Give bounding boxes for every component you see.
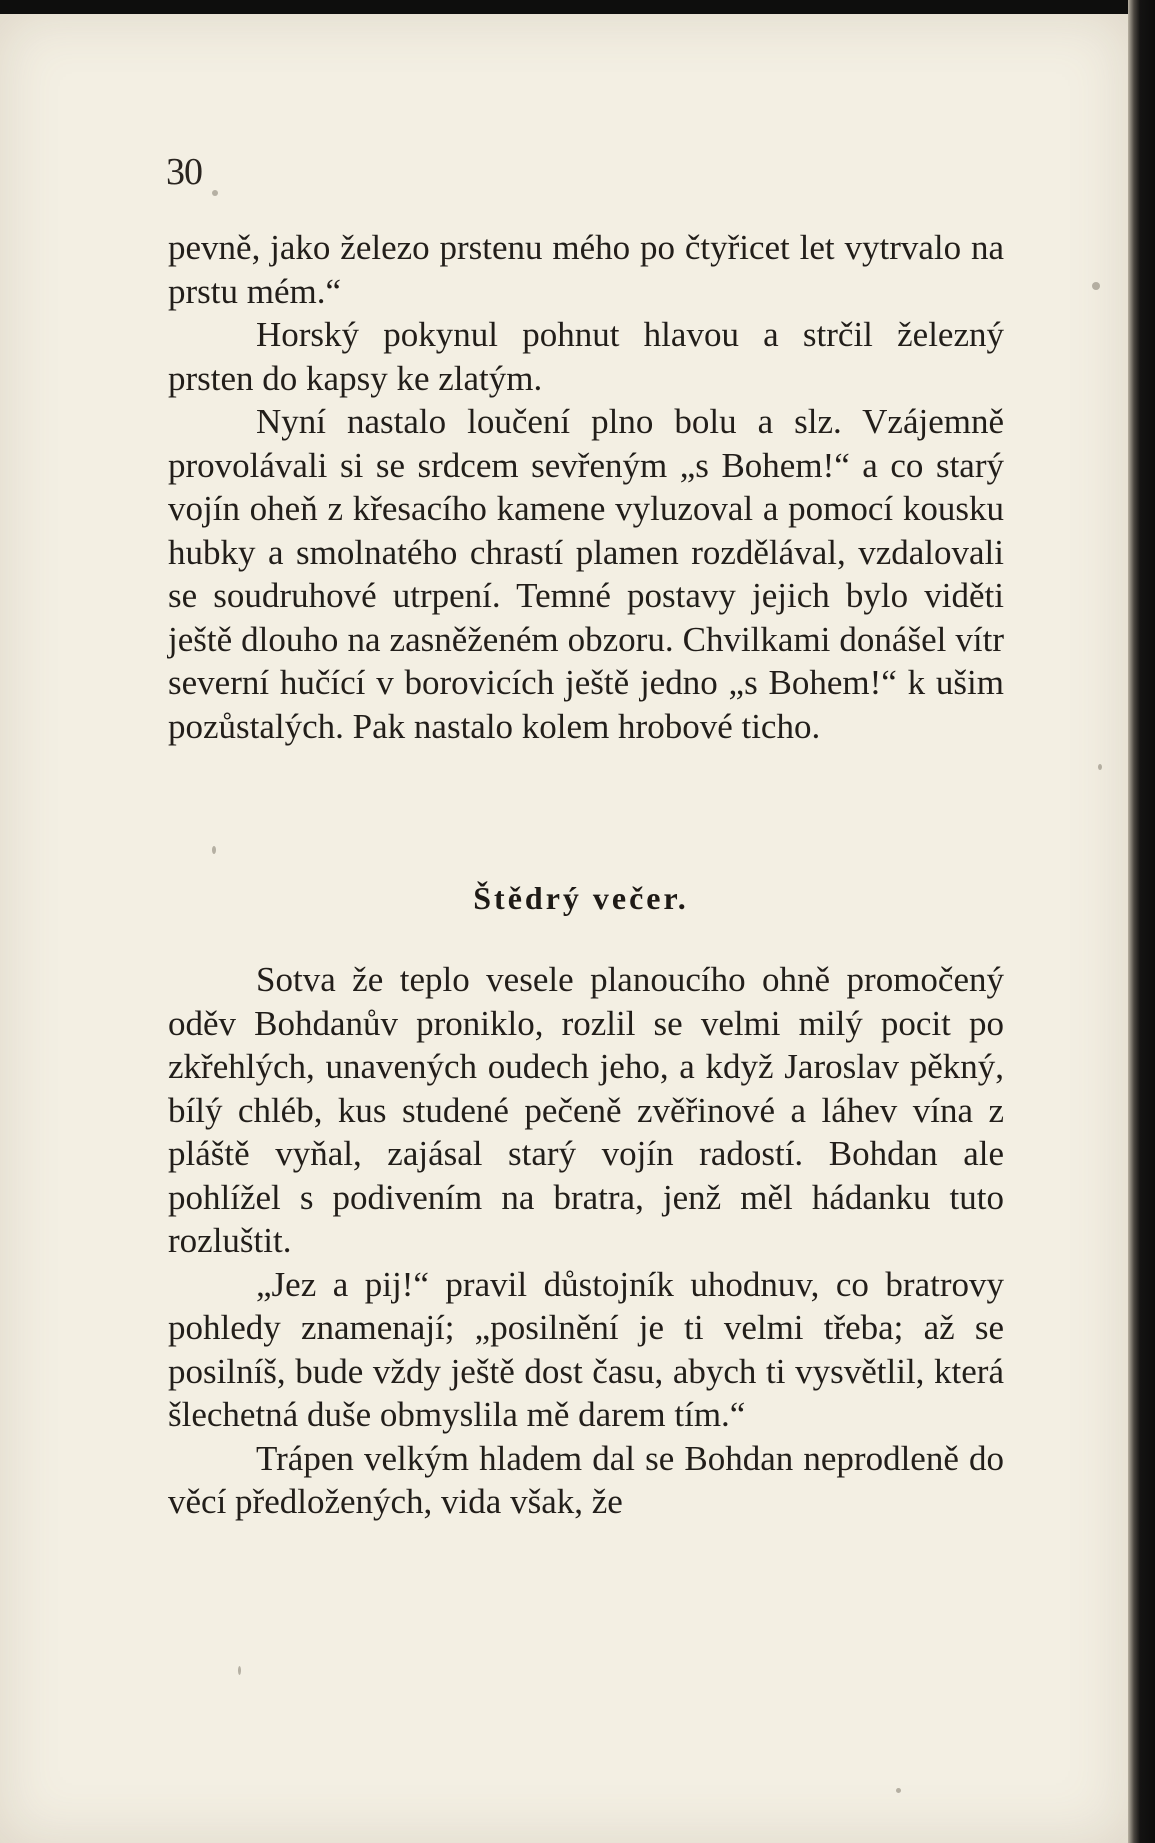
paper-speck — [1092, 282, 1100, 290]
text-block-before-heading — [168, 226, 1004, 748]
section-heading: Štědrý večer. — [473, 880, 689, 916]
paper-speck — [896, 1788, 901, 1793]
scan-top-edge — [0, 0, 1128, 14]
paper-speck — [238, 1666, 241, 1675]
text-block-after-heading — [168, 958, 1004, 1524]
paper-speck — [212, 846, 216, 854]
paragraph: Horský pokynul pohnut hlavou a strčil železný prsten do kapsy ke zlatým. — [168, 315, 1004, 398]
book-spine-edge — [1128, 0, 1155, 1843]
page-number: 30 — [166, 151, 202, 193]
paragraph: Sotva že teplo vesele planoucího ohně promočený oděv Bohdanův proniklo, rozlil se velmi milý pocit po zkřehlých, unavených oudech jeho, a když Jaroslav pěkný, bílý chléb, kus studené pečeně zvěřinové a láhev vína z pláště vyňal, zajásal starý vojín radostí. Bohdan ale pohlížel s podivením na bratra, jenž měl hádanku tuto rozluštit. — [168, 960, 1004, 1260]
paper-speck — [212, 190, 218, 196]
paragraph: pevně, jako železo prstenu mého po čtyřicet let vytrvalo na prstu mém.“ — [168, 228, 1004, 311]
paragraph: „Jez a pij!“ pravil důstojník uhodnuv, co bratrovy pohledy znamenají; „posilnění je ti velmi třeba; až se posilníš, bude vždy ještě dost času, abych ti vysvětlil, která šlechetná duše obmyslila mě darem tím.“ — [168, 1264, 1004, 1434]
paper-speck — [1098, 764, 1102, 770]
paragraph: Trápen velkým hladem dal se Bohdan neprodleně do věcí předložených, vida však, že — [168, 1438, 1004, 1521]
book-page — [0, 14, 1128, 1843]
paragraph: Nyní nastalo loučení plno bolu a slz. Vzájemně provolávali si se srdcem sevřeným „s Bohem!“ a co starý vojín oheň z křesacího kamene vyluzoval a pomocí kousku hubky a smolnatého chrastí plamen rozdělával, vzdalovali se soudruhové utrpení. Temné postavy jejich bylo viděti ještě dlouho na zasněženém obzoru. Chvilkami donášel vítr severní hučící v borovicích ještě jedno „s Bohem!“ k ušim pozůstalých. Pak nastalo kolem hrobové ticho. — [168, 402, 1004, 746]
